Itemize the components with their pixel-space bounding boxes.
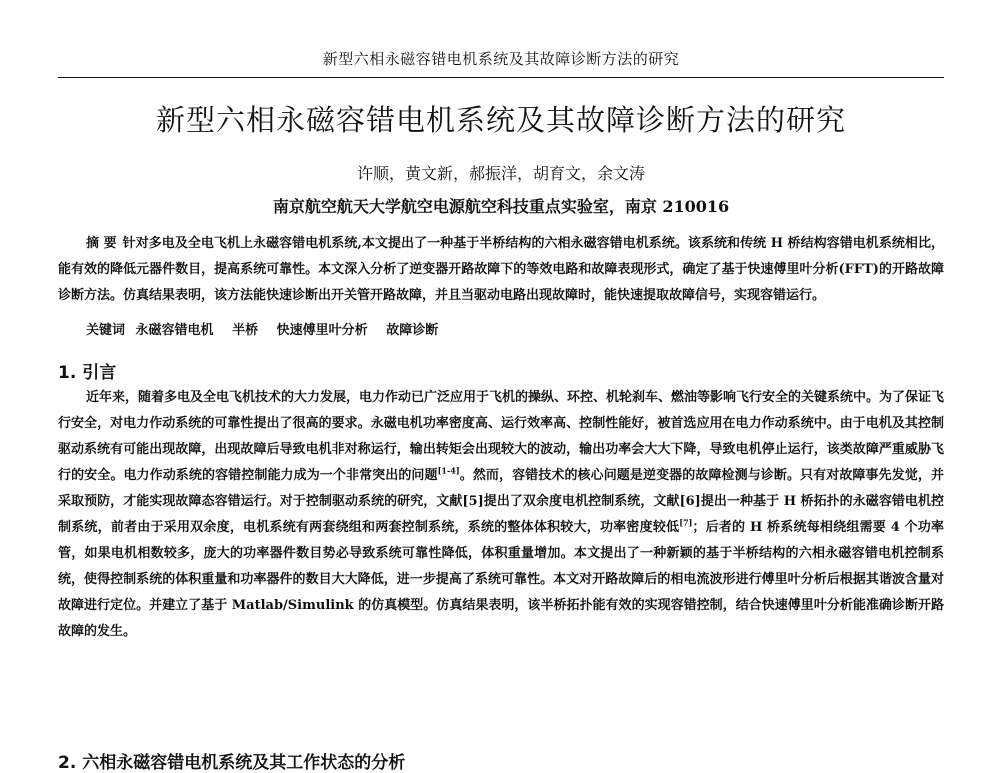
- abstract-text: 针对多电及全电飞机上永磁容错电机系统,本文提出了一种基于半桥结构的六相永磁容错电机系统。该系统和传统 H 桥结构容错电机系统相比，能有效的降低元器件数目，提高系统可靠性。本文深入分析了逆变器开路故障下的等效电路和故障表现形式，确定了基于快速傅里叶分析(FFT)的开路故障诊断方法。仿真结果表明，该方法能快速诊断出开关管开路故障，并且当驱动电路出现故障时，能快速提取故障信号，实现容错运行。: [58, 236, 944, 303]
- intro-text-part3: ；后者的 H 桥系统每相绕组需要 4 个功率管，如果电机相数较多，庞大的功率器件数目势必导致系统可靠性降低，体积重量增加。本文提出了一种新颖的基于半桥结构的六相永磁容错电机控制系统，使得控制系统的体积重量和功率器件的数目大大降低，进一步提高了系统可靠性。本文对开路故障后的相电流波形进行傅里叶分析后根据其谐波含量对故障进行定位。并建立了基于 Matlab/Simulink 的仿真模型。仿真结果表明，该半桥拓扑能有效的实现容错控制，结合快速傅里叶分析能准确诊断开路故障的发生。: [58, 520, 944, 639]
- abstract: [58, 231, 944, 309]
- section-heading-introduction: 1. 引言: [58, 363, 117, 383]
- keyword: 半桥: [232, 323, 259, 338]
- intro-text-part1: 近年来，随着多电及全电飞机技术的大力发展，电力作动已广泛应用于飞机的操纵、环控、机轮刹车、燃油等影响飞行安全的关键系统中。为了保证飞行安全，对电力作动系统的可靠性提出了很高的要求。永磁电机功率密度高、运行效率高、控制性能好，被首选应用在电力作动系统中。由于电机及其控制驱动系统有可能出现故障，出现故障后导致电机非对称运行，输出转矩会出现较大的波动，输出功率会大大下降，导致电机停止运行，该类故障严重威胁飞行的安全。电力作动系统的容错控制能力成为一个非常突出的问题: [58, 390, 945, 483]
- paper-title: 新型六相永磁容错电机系统及其故障诊断方法的研究: [155, 103, 846, 137]
- keyword: 快速傅里叶分析: [276, 323, 368, 338]
- citation: [1-4]: [437, 465, 460, 476]
- authors: 许顺，黄文新，郝振洋，胡育文，余文涛: [356, 164, 645, 183]
- header-rule: [58, 77, 944, 78]
- page: [58, 0, 944, 645]
- section-heading-2: 2. 六相永磁容错电机系统及其工作状态的分析: [58, 753, 406, 773]
- affiliation: 南京航空航天大学航空电源航空科技重点实验室，南京 210016: [272, 197, 730, 216]
- abstract-label: 摘 要: [86, 236, 117, 251]
- keyword: 故障诊断: [386, 323, 439, 338]
- intro-text-part2: 。然而，容错技术的核心问题是逆变器的故障检测与诊断。只有对故障事先发觉，并采取预防，才能实现故障态容错运行。对于控制驱动系统的研究，文献[5]提出了双余度电机控制系统，文献[6]提出一种基于 H 桥拓扑的永磁容错电机控制系统，前者由于采用双余度，电机系统有两套绕组和两套控制系统，系统的整体体积较大，功率密度较低: [58, 468, 944, 535]
- citation: [7]: [679, 517, 693, 528]
- running-header: 新型六相永磁容错电机系统及其故障诊断方法的研究: [322, 50, 680, 68]
- keywords-label: 关键词: [86, 323, 126, 338]
- keyword: 永磁容错电机: [135, 323, 214, 338]
- introduction-paragraph: [58, 385, 944, 645]
- keywords: [58, 319, 944, 338]
